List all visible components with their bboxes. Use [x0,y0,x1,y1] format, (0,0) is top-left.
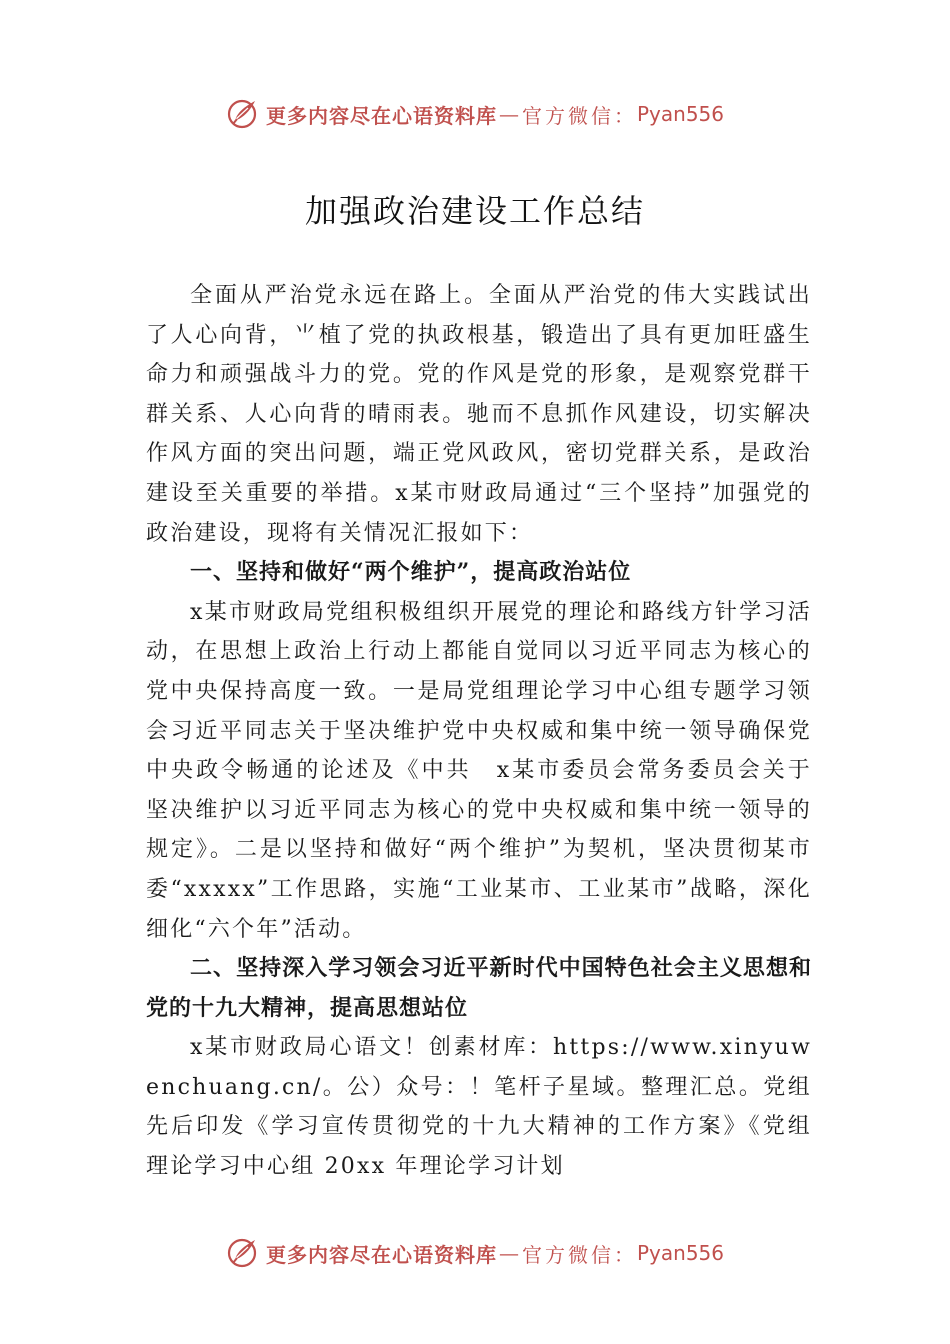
watermark-wechat-label: 官方微信： [521,103,637,128]
section-2-text-after-url: 。公）众号：！笔杆子星域。整理汇总。党组先后印发《学习宣传贯彻党的十九大精神的工作方案》《党组理论学习中心组 20xx 年理论学习计划 [146,1074,812,1180]
watermark-brand: 更多内容尽在心语资料库 [265,1242,497,1267]
watermark-wechat-id: Pyan556 [636,102,724,126]
watermark-separator: — [498,1241,520,1265]
source-url-link[interactable]: www.xinyuwenchuang.cn/ [146,1035,812,1100]
watermark-wechat-label: 官方微信： [521,1242,637,1267]
document-title: 加强政治建设工作总结 [304,192,645,230]
section-heading-1: 一、坚持和做好“两个维护”，提高政治站位 [190,559,632,586]
section-heading-2: 二、坚持深入学习领会习近平新时代中国特色社会主义思想和党的十九大精神，提高思想站位 [146,955,812,1021]
document-body [146,276,812,1187]
quill-pen-logo-icon [226,96,262,132]
quill-pen-logo-icon [226,1235,262,1271]
watermark-separator: — [498,102,520,126]
header-watermark [0,94,950,134]
section-2-paragraph [146,1028,812,1186]
footer-watermark [0,1233,950,1273]
watermark-wechat-id: Pyan556 [636,1241,724,1265]
watermark-brand: 更多内容尽在心语资料库 [265,103,497,128]
section-1-paragraph: x某市财政局党组积极组织开展党的理论和路线方针学习活动，在思想上政治上行动上都能自觉同以习近平同志为核心的党中央保持高度一致。一是局党组理论学习中心组专题学习领会习近平同志关于坚决维护党中央权威和集中统一领导确保党中央政令畅通的论述及《中共 x某市委员会常务委员会关于坚决维护以习近平同志为核心的党中央权威和集中统一领导的规定》。二是以坚持和做好“两个维护”为契机，坚决贯彻某市委“xxxxx”工作思路，实施“工业某市、工业某市”战略，深化细化“六个年”活动。 [146,599,812,942]
section-2-text-before-url: x某市财政局心语文！创素材库：https:// [190,1035,651,1061]
intro-paragraph: 全面从严治党永远在路上。全面从严治党的伟大实践试出了人心向背，⺌植了党的执政根基，锻造出了具有更加旺盛生命力和顽强战斗力的党。党的作风是党的形象，是观察党群干群关系、人心向背的晴雨表。驰而不息抓作风建设，切实解决作风方面的突出问题，端正党风政风，密切党群关系，是政治建设至关重要的举措。x某市财政局通过“三个坚持”加强党的政治建设，现将有关情况汇报如下： [146,283,812,546]
